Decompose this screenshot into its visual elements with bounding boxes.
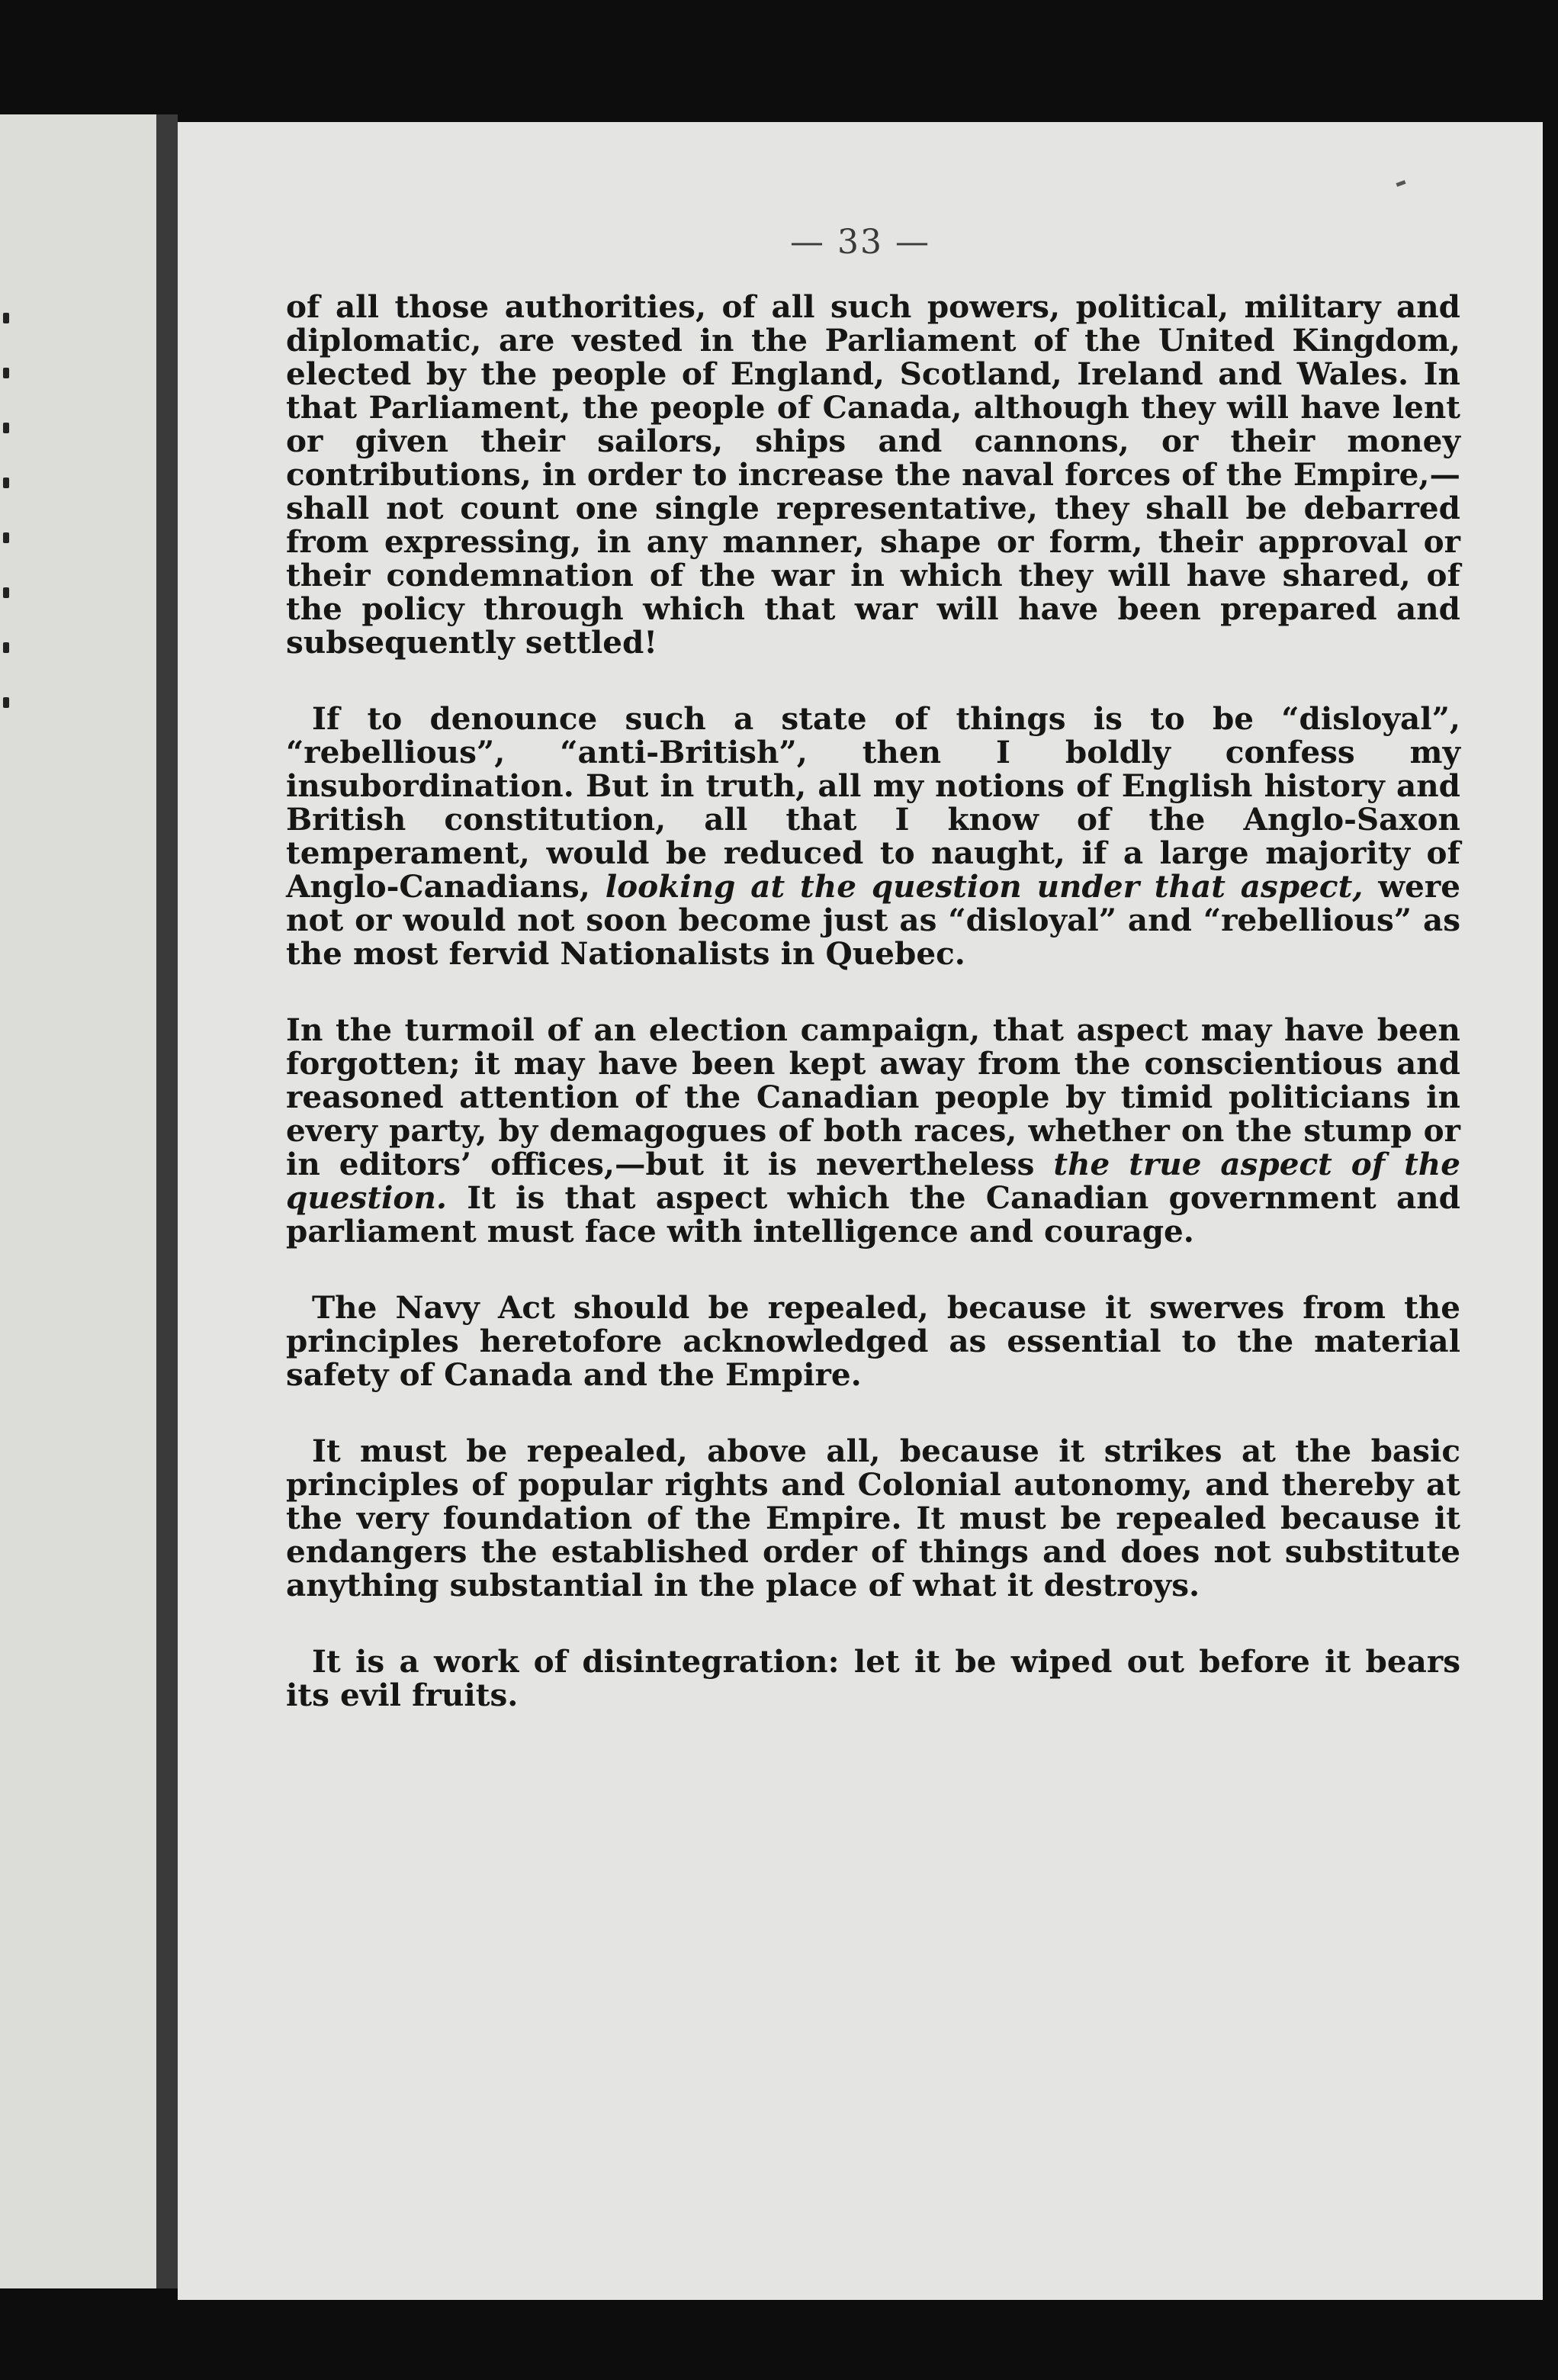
body-text: [286, 290, 1460, 1754]
paragraph-3-text-a: In the turmoil of an election campaign, that aspect may have been forgotten; it may have been kept away from the conscientious and reasoned attention of the Canadian people by timid politicians in every party, by demagogues of both races, whether on the stump or in editors’ offices,—but it is nevertheless: [286, 1011, 1460, 1182]
paragraph-5: It must be repealed, above all, because it strikes at the basic principles of popular rights and Colonial autonomy, and thereby at the very foundation of the Empire. It must be repealed because it endangers the established order of things and does not substitute anything substantial in the place of what it destroys.: [286, 1433, 1460, 1603]
facing-page-text-fragments: [3, 313, 18, 752]
book-gutter: [156, 114, 178, 2288]
scan-speck: [1396, 180, 1406, 187]
page-number: — 33 —: [790, 223, 930, 262]
document-page: [178, 122, 1543, 2300]
paragraph-1: of all those authorities, of all such powers, political, military and diplomatic, are vested in the Parliament of the United Kingdom, elected by the people of England, Scotland, Ireland and Wales. In that Parliament, the people of Canada, although they will have lent or given their sailors, ships and cannons, or their money contributions, in order to increase the naval forces of the Empire,—shall not count one single representative, they shall be debarred from expressing, in any manner, shape or form, their approval or their condemnation of the war in which they will have shared, of the policy through which that war will have been prepared and subsequently settled!: [286, 288, 1460, 661]
paragraph-6: It is a work of disintegration: let it be wiped out before it bears its evil fruits.: [286, 1643, 1460, 1713]
paragraph-4: The Navy Act should be repealed, because it swerves from the principles heretofore acknowledged as essential to the material safety of Canada and the Empire.: [286, 1289, 1460, 1393]
paragraph-3-text-b: It is that aspect which the Canadian government and parliament must face with intelligence and courage.: [286, 1179, 1460, 1250]
paragraph-3: [286, 1013, 1460, 1248]
facing-page-edge: [0, 114, 156, 2288]
paragraph-3-italic: the true aspect of the question.: [286, 1146, 1461, 1216]
paragraph-2-italic: looking at the question under that aspect,: [605, 868, 1364, 905]
paragraph-2-text-b: were not or would not soon become just as “disloyal” and “rebellious” as the most fervid Nationalists in Quebec.: [286, 868, 1460, 972]
paragraph-2: [286, 702, 1460, 970]
paragraph-2-text-a: If to denounce such a state of things is to be “disloyal”, “rebellious”, “anti-British”, then I boldly confess my insubordination. But in truth, all my notions of English history and British constitution, all that I know of the Anglo-Saxon temperament, would be reduced to naught, if a large majority of Anglo-Canadians,: [286, 700, 1460, 905]
